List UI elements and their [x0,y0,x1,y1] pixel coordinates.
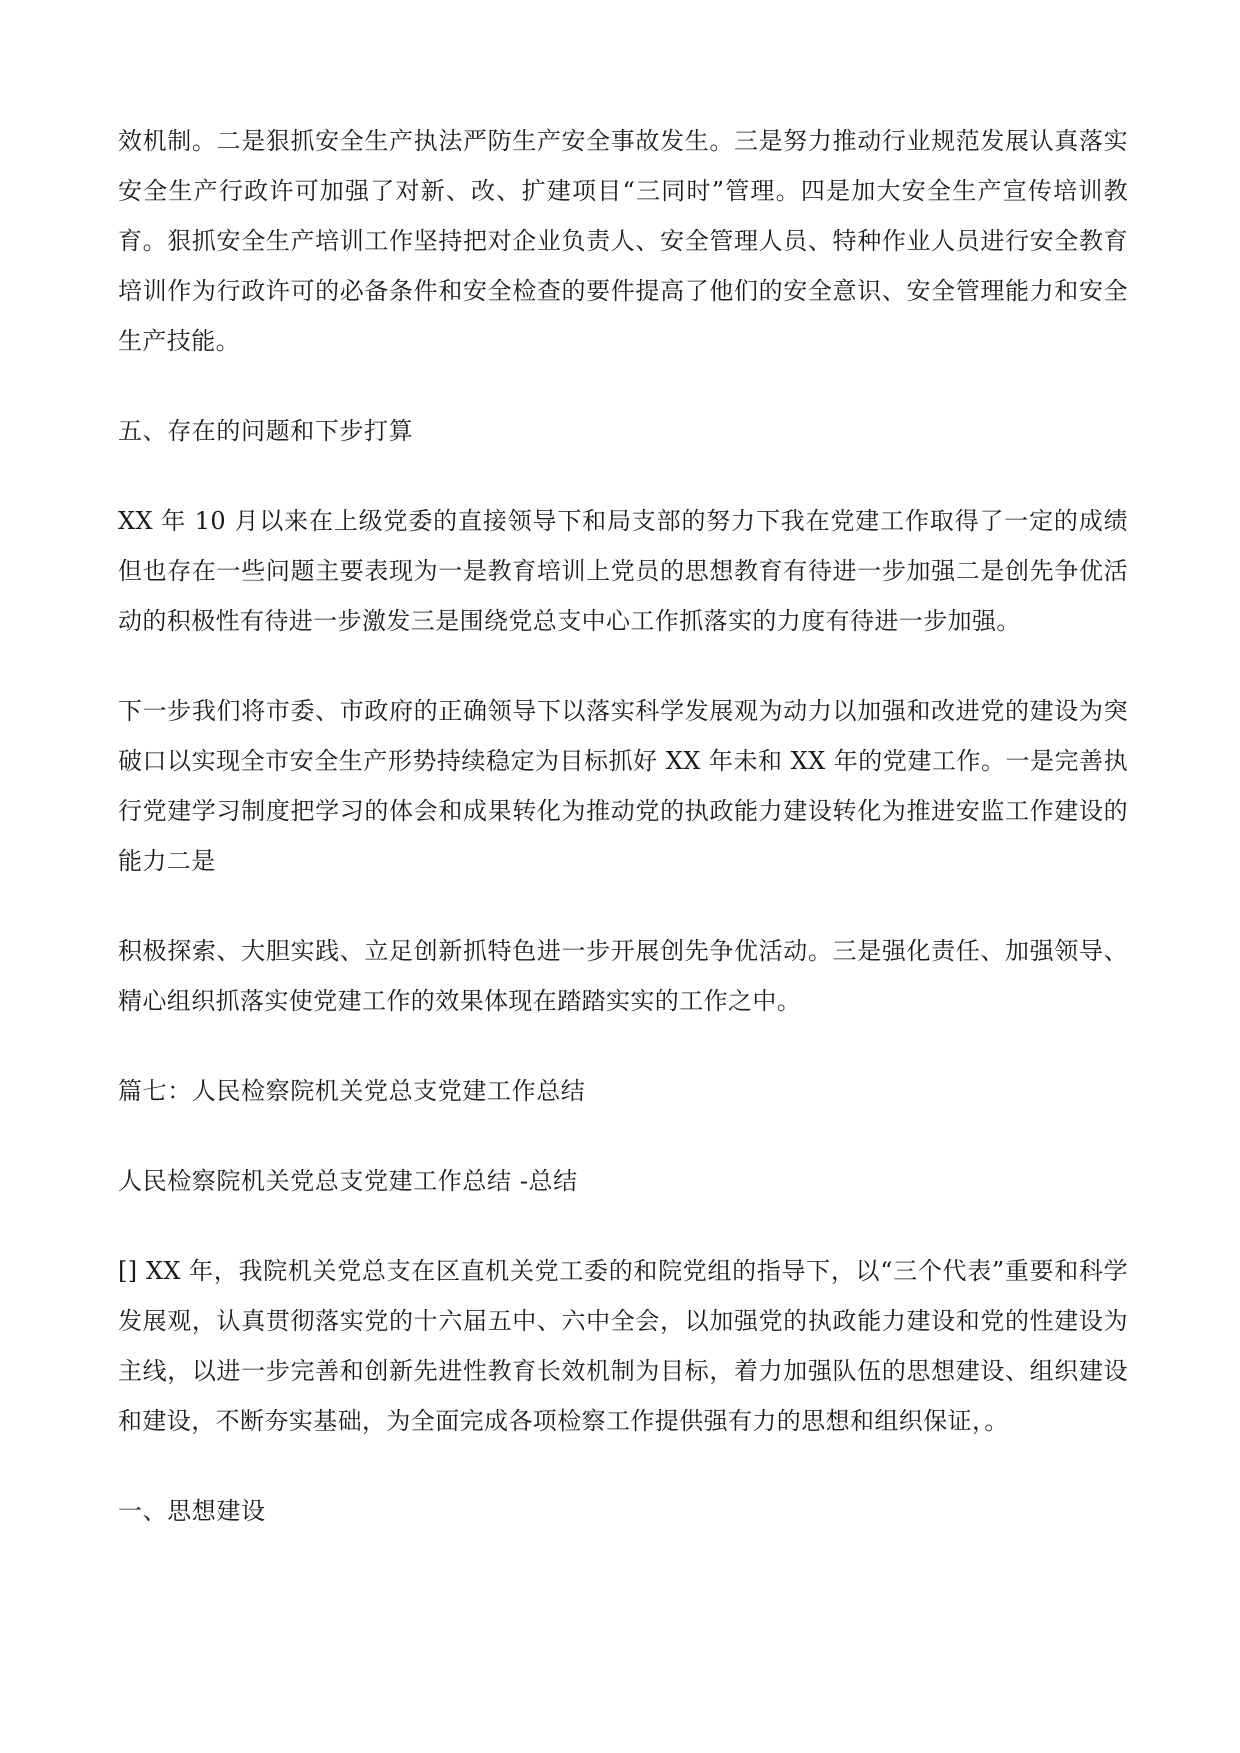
section-heading-ideological-building: 一、思想建设 [118,1497,266,1525]
paragraph-problems: XX 年 10 月以来在上级党委的直接领导下和局支部的努力下我在党建工作取得了一定的成绩但也存在一些问题主要表现为一是教育培训上党员的思想教育有待进一步加强二是创先争优活动的积极性有待进一步激发三是围绕党总支中心工作抓落实的力度有待进一步加强。 [118,507,1128,635]
section-heading-problems-plans: 五、存在的问题和下步打算 [118,417,414,445]
paragraph-next-steps: 下一步我们将市委、市政府的正确领导下以落实科学发展观为动力以加强和改进党的建设为突破口以实现全市安全生产形势持续稳定为目标抓好 XX 年未和 XX 年的党建工作。一是完善执行党建学习制度把学习的体会和成果转化为推动党的执政能力建设转化为推进安监工作建设的能力二是 [118,697,1128,875]
paragraph-annual-summary: [] XX 年，我院机关党总支在区直机关党工委的和院党组的指导下，以“三个代表”重要和科学发展观，认真贯彻落实党的十六届五中、六中全会，以加强党的执政能力建设和党的性建设为主线，以进一步完善和创新先进性教育长效机制为目标，着力加强队伍的思想建设、组织建设和建设，不断夯实基础，为全面完成各项检察工作提供强有力的思想和组织保证，。 [118,1257,1128,1435]
document-subtitle: 人民检察院机关党总支党建工作总结 -总结 [118,1167,578,1195]
paragraph-next-steps-continued: 积极探索、大胆实践、立足创新抓特色进一步开展创先争优活动。三是强化责任、加强领导、精心组织抓落实使党建工作的效果体现在踏踏实实的工作之中。 [118,937,1128,1015]
paragraph-safety-mechanism: 效机制。二是狠抓安全生产执法严防生产安全事故发生。三是努力推动行业规范发展认真落实安全生产行政许可加强了对新、改、扩建项目“三同时”管理。四是加大安全生产宣传培训教育。狠抓安全生产培训工作坚持把对企业负责人、安全管理人员、特种作业人员进行安全教育培训作为行政许可的必备条件和安全检查的要件提高了他们的安全意识、安全管理能力和安全生产技能。 [118,127,1128,355]
document-body [118,116,1128,1536]
chapter-title-part-seven: 篇七：人民检察院机关党总支党建工作总结 [118,1077,586,1105]
